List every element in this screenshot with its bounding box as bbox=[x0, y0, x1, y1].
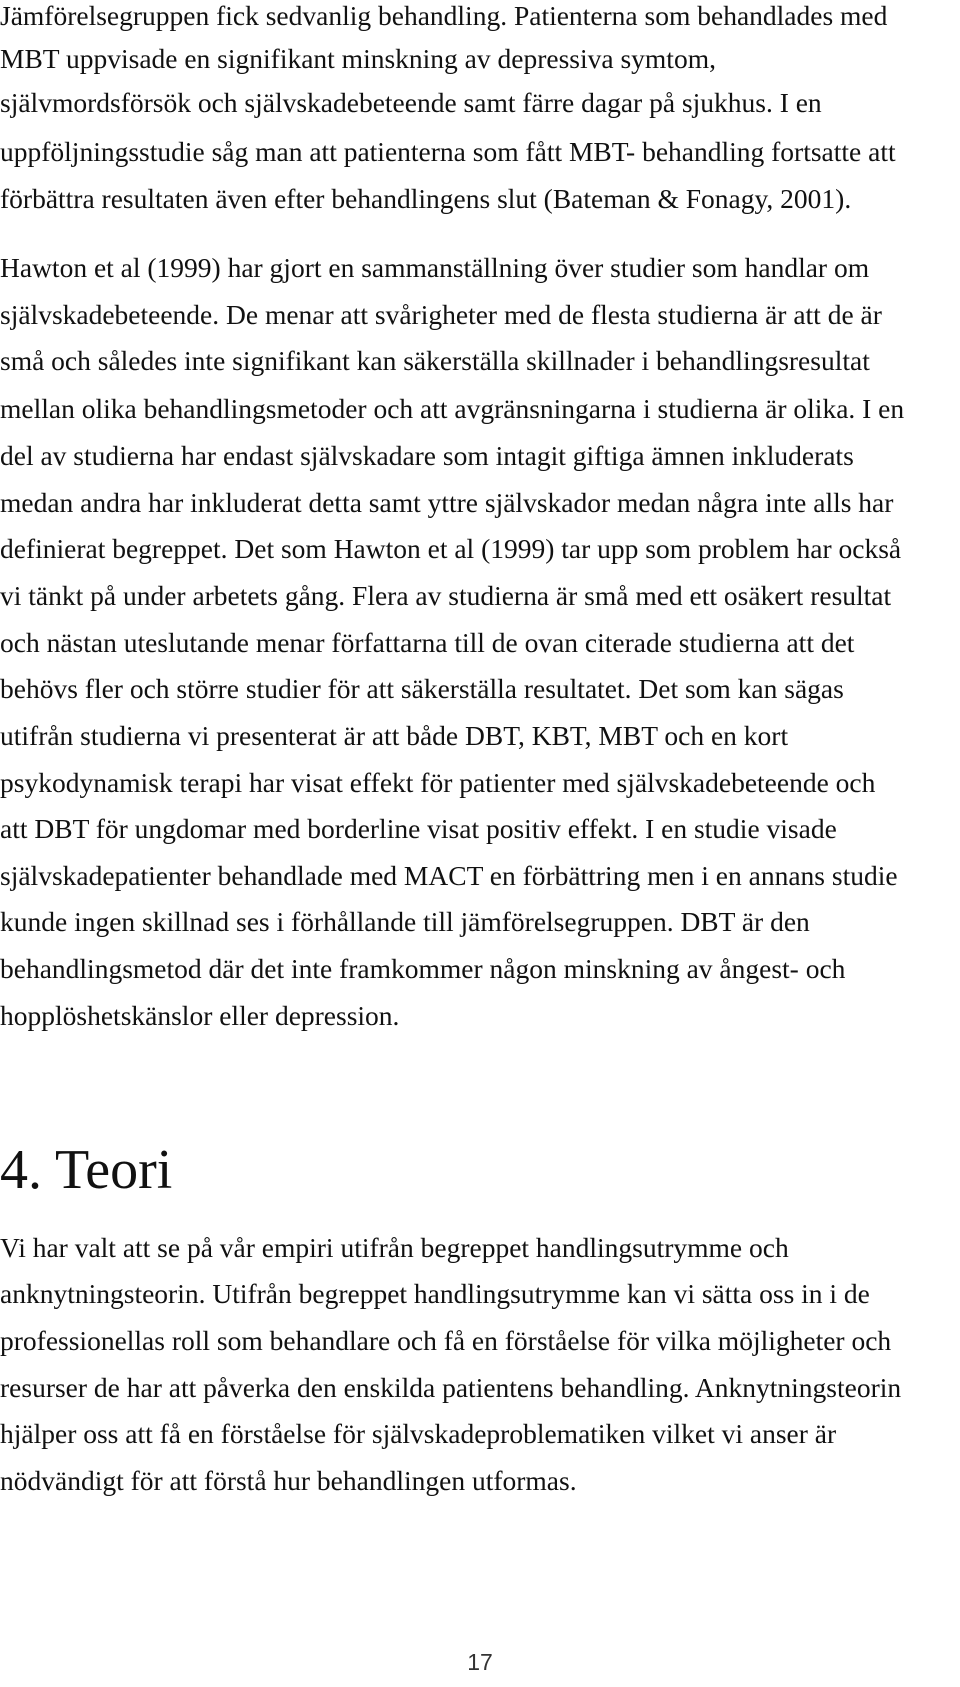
text-line: nödvändigt för att förstå hur behandlingen utformas. bbox=[0, 1465, 577, 1496]
text-line: självskadebeteende. De menar att svårigheter med de flesta studierna är att de är bbox=[0, 299, 882, 330]
text-line: små och således inte signifikant kan säkerställa skillnader i behandlingsresultat bbox=[0, 345, 870, 376]
text-line: vi tänkt på under arbetets gång. Flera av studierna är små med ett osäkert resultat bbox=[0, 580, 892, 611]
text-line: förbättra resultaten även efter behandlingens slut (Bateman & Fonagy, 2001). bbox=[0, 183, 852, 214]
text-line: del av studierna har endast självskadare som intagit giftiga ämnen inkluderats bbox=[0, 440, 854, 471]
text-line: mellan olika behandlingsmetoder och att avgränsningarna i studierna är olika. I en bbox=[0, 393, 905, 424]
text-line: kunde ingen skillnad ses i förhållande till jämförelsegruppen. DBT är den bbox=[0, 906, 810, 937]
text-line: utifrån studierna vi presenterat är att både DBT, KBT, MBT och en kort bbox=[0, 720, 789, 751]
text-line: anknytningsteorin. Utifrån begreppet handlingsutrymme kan vi sätta oss in i de bbox=[0, 1278, 870, 1309]
page-number: 17 bbox=[467, 1649, 493, 1675]
text-line: uppföljningsstudie såg man att patienterna som fått MBT- behandling fortsatte att bbox=[0, 136, 896, 167]
text-line: att DBT för ungdomar med borderline visat positiv effekt. I en studie visade bbox=[0, 813, 837, 844]
text-line: psykodynamisk terapi har visat effekt för patienter med självskadebeteende och bbox=[0, 767, 876, 798]
text-line: Vi har valt att se på vår empiri utifrån begreppet handlingsutrymme och bbox=[0, 1232, 789, 1263]
text-line: Jämförelsegruppen fick sedvanlig behandling. Patienterna som behandlades med bbox=[0, 0, 888, 31]
text-line: självmordsförsök och självskadebeteende samt färre dagar på sjukhus. I en bbox=[0, 87, 822, 118]
text-line: och nästan uteslutande menar författarna till de ovan citerade studierna att det bbox=[0, 627, 855, 658]
text-line: hopplöshetskänslor eller depression. bbox=[0, 1000, 400, 1031]
text-line: professionellas roll som behandlare och få en förståelse för vilka möjligheter och bbox=[0, 1325, 892, 1356]
text-line: Hawton et al (1999) har gjort en sammanställning över studier som handlar om bbox=[0, 252, 870, 283]
text-line: medan andra har inkluderat detta samt yttre självskador medan några inte alls har bbox=[0, 487, 894, 518]
text-line: MBT uppvisade en signifikant minskning av depressiva symtom, bbox=[0, 43, 716, 74]
text-line: definierat begreppet. Det som Hawton et al (1999) tar upp som problem har också bbox=[0, 533, 902, 564]
text-line: resurser de har att påverka den enskilda patientens behandling. Anknytningsteorin bbox=[0, 1372, 902, 1403]
text-line: behandlingsmetod där det inte framkommer någon minskning av ångest- och bbox=[0, 953, 846, 984]
text-line: självskadepatienter behandlade med MACT en förbättring men i en annans studie bbox=[0, 860, 898, 891]
section-heading: 4. Teori bbox=[0, 1139, 173, 1201]
text-line: behövs fler och större studier för att säkerställa resultatet. Det som kan sägas bbox=[0, 673, 844, 704]
text-line: hjälper oss att få en förståelse för självskadeproblematiken vilket vi anser är bbox=[0, 1418, 837, 1449]
